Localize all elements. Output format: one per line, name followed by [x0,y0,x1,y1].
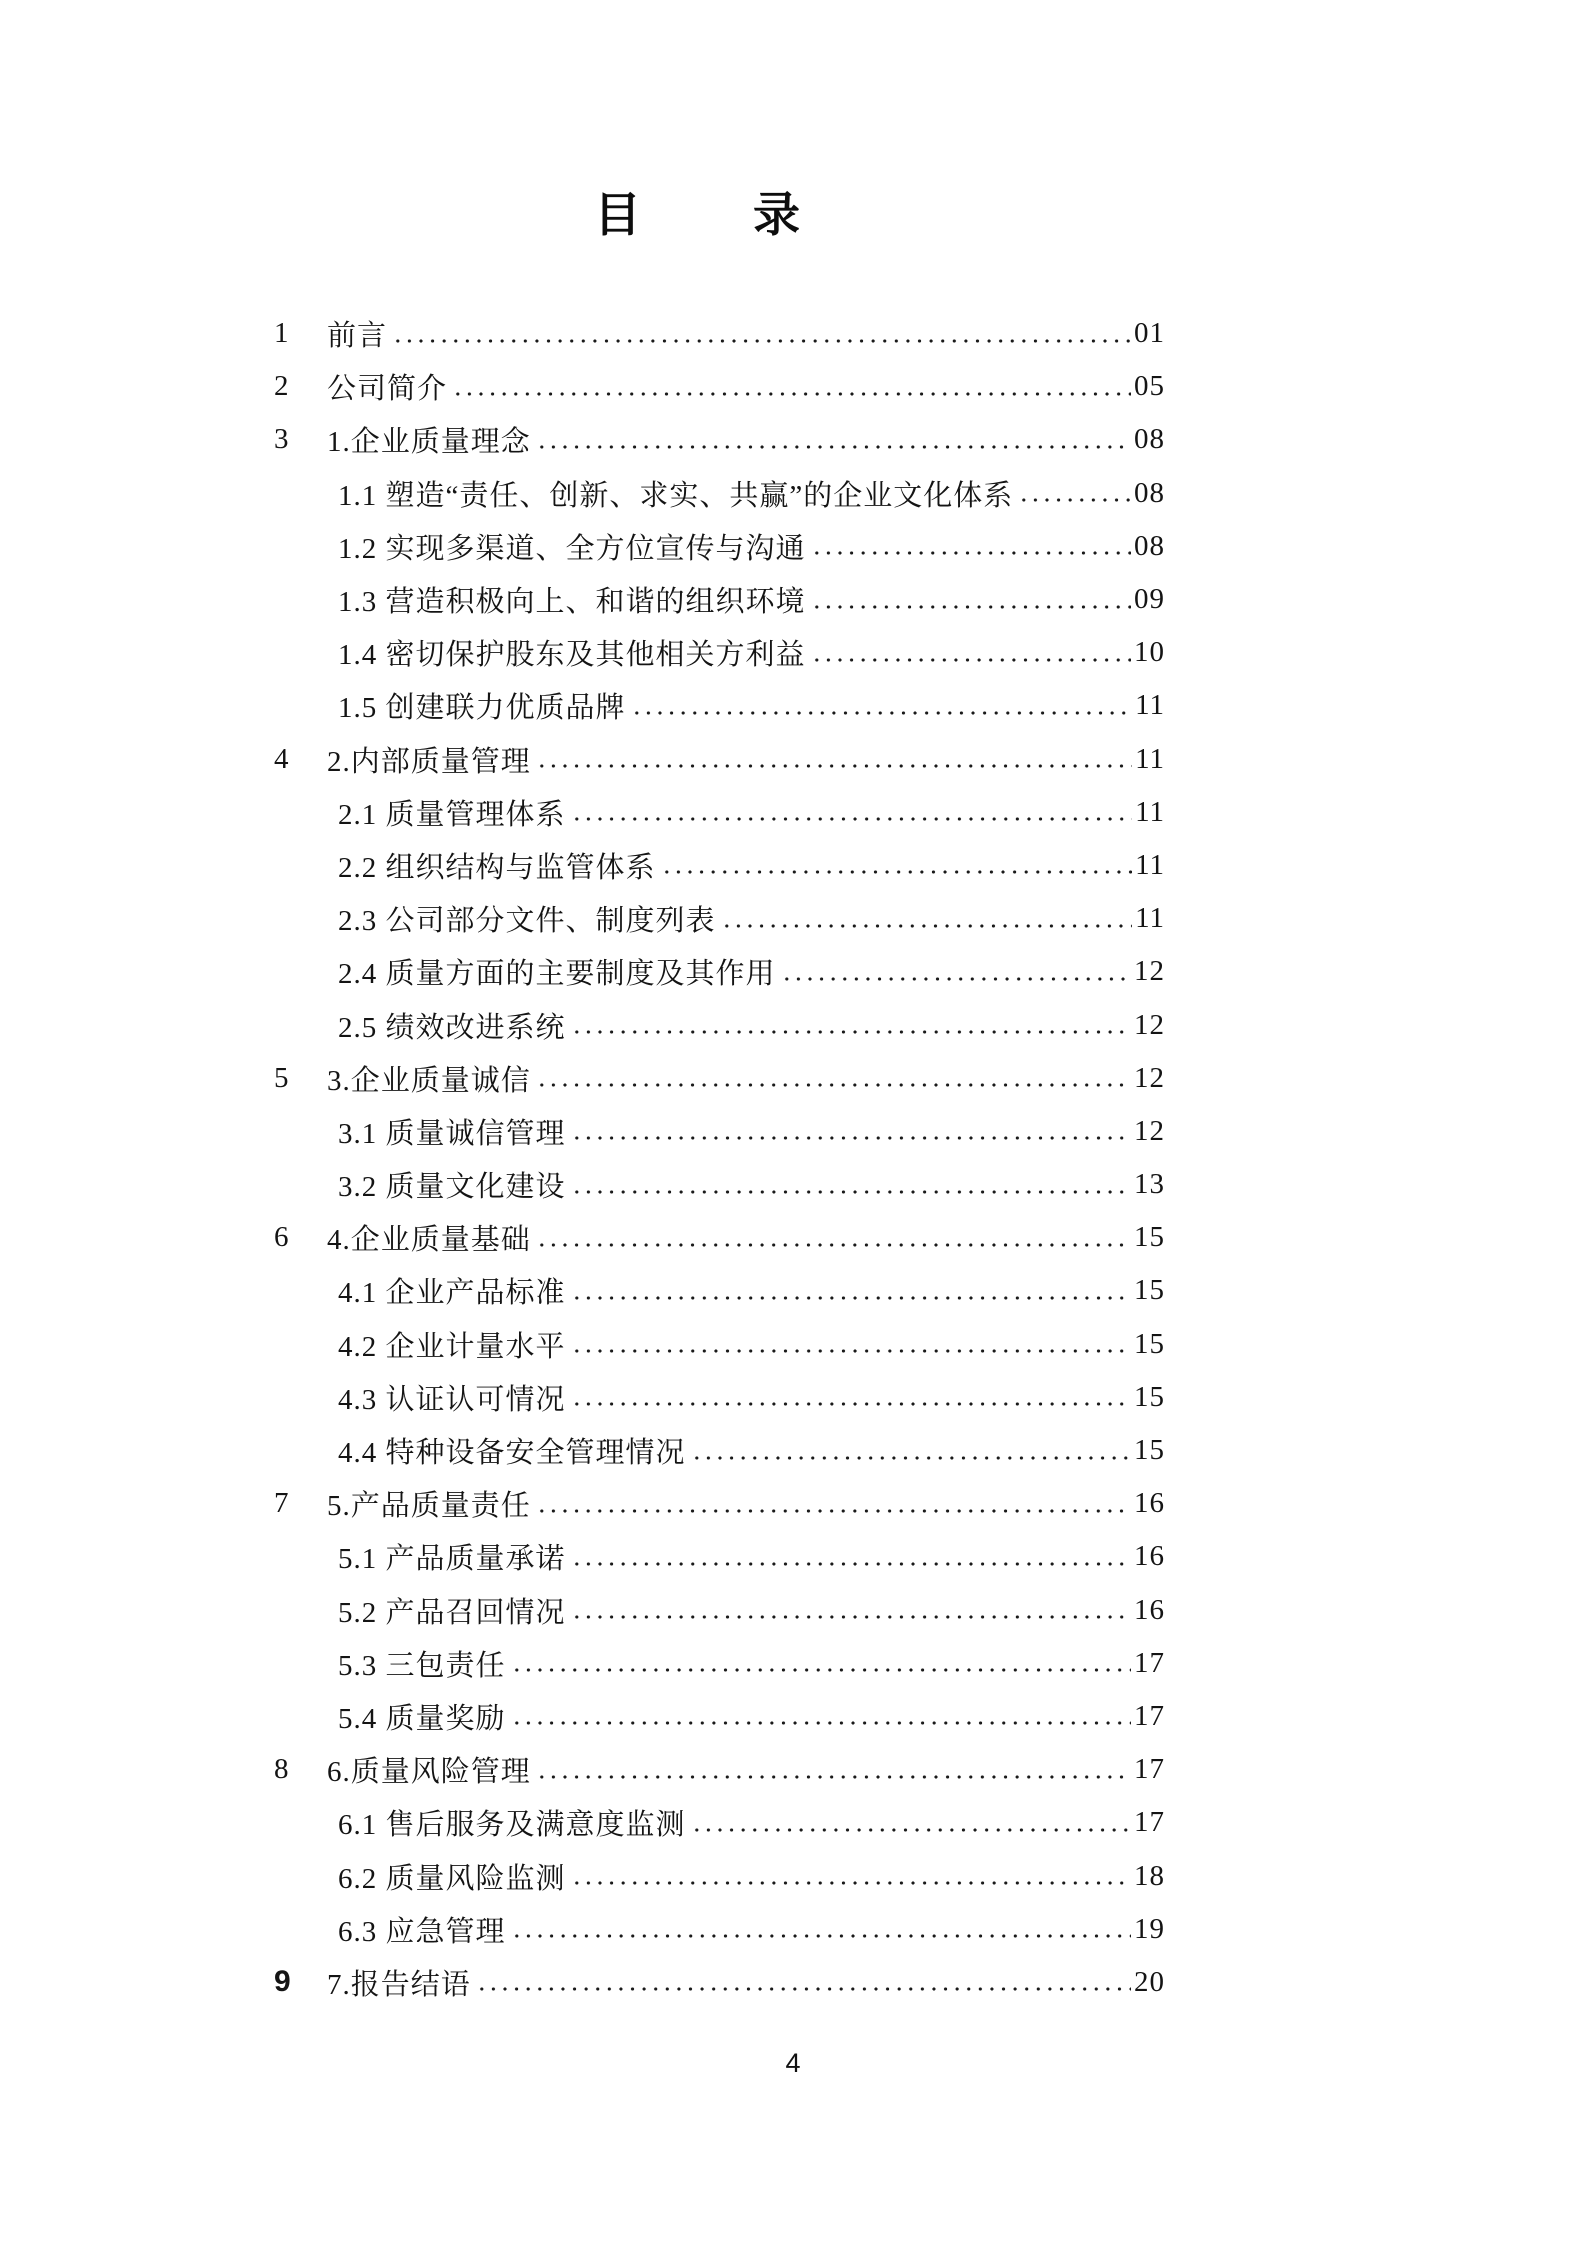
toc-entry-number: 7 [274,1487,290,1520]
toc-entry-label: 1.1 塑造“责任、创新、求实、共赢”的企业文化体系 [338,479,1014,512]
dot-leader [511,1690,1131,1743]
dot-leader [536,413,1131,466]
toc-entry-label: 6.2 质量风险监测 [338,1862,566,1895]
toc-entry-page: 20 [1134,1965,1165,1998]
toc-row [274,520,1165,573]
toc-entry-page: 17 [1134,1753,1165,1786]
toc-entry-label: 前言 [327,320,388,353]
toc-row [274,839,1165,892]
toc-entry-label: 3.1 质量诚信管理 [338,1117,566,1150]
toc-row [274,1264,1165,1317]
toc-entry-page: 15 [1134,1221,1165,1254]
dot-leader [536,733,1132,786]
toc-entry-number: 1 [274,317,290,350]
dot-leader [536,1052,1131,1105]
toc-entry-label: 4.3 认证认可情况 [338,1383,566,1416]
dot-leader [511,1637,1131,1690]
toc-row [274,467,1165,520]
dot-leader [571,998,1131,1051]
dot-leader [691,1796,1131,1849]
toc-entry-page: 18 [1134,1859,1165,1892]
toc-entry-page: 12 [1134,1008,1165,1041]
toc-entry-page: 08 [1134,529,1165,562]
toc-entry-page: 05 [1134,370,1165,403]
toc-row [274,945,1165,998]
dot-leader [571,1264,1131,1317]
toc-entry-number: 6 [274,1221,290,1254]
toc-entry-page: 16 [1134,1540,1165,1573]
toc-row [274,1424,1165,1477]
toc-row [274,1477,1165,1530]
toc-entry-page: 11 [1135,689,1165,722]
toc-entry-label: 6.3 应急管理 [338,1915,506,1948]
toc-entry-page: 10 [1134,636,1165,669]
dot-leader [536,1211,1131,1264]
toc-entry-label: 3.企业质量诚信 [327,1064,531,1097]
toc-entry-label: 5.4 质量奖励 [338,1702,506,1735]
toc-row [274,1584,1165,1637]
toc-entry-label: 2.2 组织结构与监管体系 [338,851,656,884]
toc-entry-label: 2.1 质量管理体系 [338,798,566,831]
dot-leader [392,307,1131,360]
toc-entry-label: 6.质量风险管理 [327,1756,531,1789]
toc-row [274,1371,1165,1424]
toc-entry-page: 12 [1134,1114,1165,1147]
dot-leader [536,1477,1131,1530]
dot-leader [661,839,1133,892]
toc-entry-label: 2.5 绩效改进系统 [338,1011,566,1044]
toc-entry-page: 01 [1134,317,1165,350]
dot-leader [691,1424,1131,1477]
toc-entry-label: 4.2 企业计量水平 [338,1330,566,1363]
toc-entry-label: 5.1 产品质量承诺 [338,1543,566,1576]
dot-leader [571,1105,1131,1158]
dot-leader [536,1743,1131,1796]
toc-entry-page: 11 [1135,902,1165,935]
toc-entry-label: 7.报告结语 [327,1968,471,2001]
toc-row [274,626,1165,679]
toc-entry-page: 15 [1134,1274,1165,1307]
dot-leader [571,1318,1131,1371]
toc-entry-label: 4.4 特种设备安全管理情况 [338,1437,686,1470]
toc-entry-label: 1.企业质量理念 [327,426,531,459]
toc-entry-label: 6.1 售后服务及满意度监测 [338,1809,686,1842]
dot-leader [476,1956,1131,2009]
toc-entry-number: 5 [274,1061,290,1094]
toc-row [274,1158,1165,1211]
toc-entry-page: 11 [1135,742,1165,775]
dot-leader [631,679,1133,732]
toc-row [274,360,1165,413]
toc-row [274,1318,1165,1371]
toc-entry-label: 5.产品质量责任 [327,1490,531,1523]
footer-page-number: 4 [785,2048,801,2078]
toc-entry-label: 5.2 产品召回情况 [338,1596,566,1629]
toc-row [274,413,1165,466]
dot-leader [811,520,1131,573]
dot-leader [721,892,1133,945]
toc-row [274,1849,1165,1902]
toc-entry-page: 12 [1134,955,1165,988]
toc-entry-page: 08 [1134,476,1165,509]
toc-entry-page: 08 [1134,423,1165,456]
toc-entry-label: 1.3 营造积极向上、和谐的组织环境 [338,586,806,619]
toc-entry-label: 2.4 质量方面的主要制度及其作用 [338,958,776,991]
toc-entry-number: 8 [274,1753,290,1786]
toc-entry-label: 1.2 实现多渠道、全方位宣传与沟通 [338,532,806,565]
toc-entry-label: 5.3 三包责任 [338,1649,506,1682]
toc-row [274,1690,1165,1743]
toc-row [274,998,1165,1051]
dot-leader [571,1584,1131,1637]
toc-entry-label: 4.企业质量基础 [327,1224,531,1257]
toc-row [274,786,1165,839]
toc-entry-number: 3 [274,423,290,456]
dot-leader [1018,467,1131,520]
toc-row [274,1052,1165,1105]
toc-entry-label: 2.内部质量管理 [327,745,531,778]
dot-leader [571,786,1133,839]
toc-entry-label: 3.2 质量文化建设 [338,1171,566,1204]
toc-row [274,1211,1165,1264]
toc-entry-page: 11 [1135,848,1165,881]
toc-entry-number: 9 [274,1965,292,1999]
toc-entry-page: 15 [1134,1327,1165,1360]
toc-row [274,573,1165,626]
toc-entry-page: 17 [1134,1646,1165,1679]
dot-leader [571,1849,1131,1902]
toc-row [274,892,1165,945]
toc-entry-page: 15 [1134,1434,1165,1467]
toc-entry-page: 15 [1134,1380,1165,1413]
toc-entry-label: 1.4 密切保护股东及其他相关方利益 [338,639,806,672]
toc-row [274,1105,1165,1158]
toc-entry-number: 4 [274,742,290,775]
toc-row [274,1796,1165,1849]
toc-entry-label: 公司简介 [327,373,448,406]
dot-leader [571,1158,1131,1211]
dot-leader [571,1371,1131,1424]
toc-list [274,307,1165,2009]
toc-entry-page: 16 [1134,1593,1165,1626]
toc-entry-page: 09 [1134,583,1165,616]
toc-entry-number: 2 [274,370,290,403]
toc-entry-page: 11 [1135,795,1165,828]
dot-leader [571,1530,1131,1583]
dot-leader [452,360,1131,413]
toc-row [274,1743,1165,1796]
toc-row [274,1530,1165,1583]
toc-entry-page: 16 [1134,1487,1165,1520]
toc-entry-label: 1.5 创建联力优质品牌 [338,692,626,725]
toc-row [274,679,1165,732]
dot-leader [511,1903,1131,1956]
toc-row [274,1956,1165,2009]
toc-entry-page: 17 [1134,1699,1165,1732]
toc-entry-page: 19 [1134,1912,1165,1945]
toc-entry-page: 17 [1134,1806,1165,1839]
dot-leader [781,945,1131,998]
toc-row [274,733,1165,786]
toc-title: 目 录 [594,190,806,242]
toc-entry-page: 13 [1134,1168,1165,1201]
dot-leader [811,573,1131,626]
toc-entry-label: 2.3 公司部分文件、制度列表 [338,905,716,938]
toc-row [274,1903,1165,1956]
toc-row [274,307,1165,360]
dot-leader [811,626,1131,679]
toc-entry-page: 12 [1134,1061,1165,1094]
toc-row [274,1637,1165,1690]
toc-entry-label: 4.1 企业产品标准 [338,1277,566,1310]
